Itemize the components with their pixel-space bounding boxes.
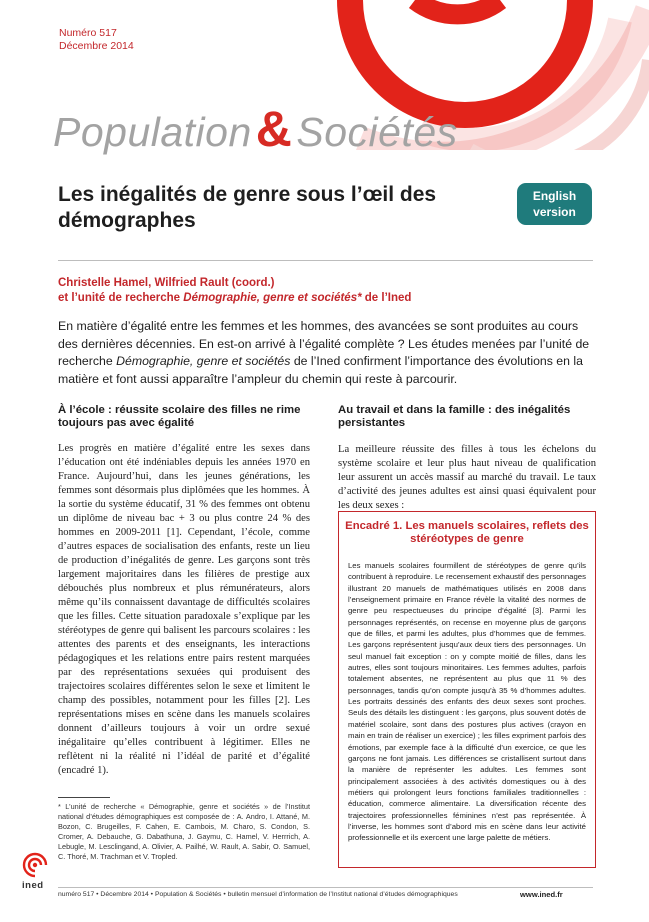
authors <box>58 276 618 306</box>
ined-logo-icon <box>22 852 48 878</box>
lead-part2: de l’Ined confirment l’importance des évolutions en la matière et font aussi apparaître l’ampleur du chemin qui reste à parcourir. <box>58 354 583 386</box>
lead-part1: En matière d’égalité entre les femmes et les hommes, des avancées se sont produites au cours des dernières décennies. En est-on arrivé à l’égalité complète ? Les études menées par l’unité de recherche <box>58 319 590 369</box>
section2-body: La meilleure réussite des filles à tous les échelons du système scolaire et leur plus haut niveau de qualification leur assurent un accès massif au marché du travail. Le taux d’activité des jeunes adultes est ainsi quasi équivalent pour les deux sexes : <box>338 444 596 511</box>
box-title: Encadré 1. Les manuels scolaires, reflets des stéréotypes de genre <box>345 520 589 545</box>
footnote-divider <box>58 797 110 798</box>
column-right <box>338 404 596 513</box>
section2-heading: Au travail et dans la famille : des inégalités persistantes <box>338 404 571 429</box>
english-version-button[interactable]: English version <box>517 183 592 225</box>
authors-line2 <box>58 291 618 306</box>
authors-unit-name: Démographie, genre et sociétés* <box>183 292 362 304</box>
sidebar-box <box>338 511 596 868</box>
authors-line2-pre: et l’unité de recherche <box>58 292 184 304</box>
authors-line1: Christelle Hamel, Wilfried Rault (coord.) <box>58 277 275 289</box>
footnote: * L’unité de recherche « Démographie, genre et sociétés » de l’Institut national d’études démographiques est composée de : A. Andro, I. Attané, M. Bozon, C. Brugeilles, F. Cahen, E. Cambois, M. Charo, S. Condon, S. Cromer, A. Debauche, G. Dabathuna, J. Gaymu, C. Hamel, V. Herrrich, A. Lebugle, M. Lesclingand, A. Olivier, A. Pailhé, W. Rault, A. Sabir, O. Samuel, C. Thoré, M. Trachman et V. Tropled. <box>58 802 310 861</box>
masthead-ampersand: & <box>255 101 293 157</box>
ined-logo-text: ined <box>22 880 44 891</box>
box-body: Les manuels scolaires fourmillent de stéréotypes de genre qu’ils contribuent à reproduire. Le recensement exhaustif des personnages illustrant 20 manuels de mathématiques utilisés en 2008 dans l’enseignement primaire en France révèle la vitalité des normes de genre peu respectueuses du principe d’égalité [3]. Parmi les personnages représentés, on recense en moyenne plus de garçons que de filles, et parmi les adultes, plus d’hommes que de femmes. Les garçons représentent jusqu’aux deux tiers des personnages. Un seul manuel fait exception : on y compte moitié de filles, dans les autres, elles sont toujours minoritaires. Les femmes adultes, parfois totalement absentes, ne représentent au plus que 11 % des personnages, tandis qu’on compte jusqu’à 35 % d’hommes adultes. Les portraits dessinés des enfants des deux sexes sont proches. Seuls des détails les distinguent : les garçons, plus souvent dotés de matériel scolaire, sont dans des postures plus actives (crayon en main en train de réaliser un exercice) ; les filles expriment parfois des émotions, par exemple face à la difficulté d’un exercice, ce que les garçons ne font jamais. Les différences se cristallisent surtout dans la manière de représenter les adultes. Les femmes sont principalement associées à des activités domestiques ou à des métiers qui prolongent leurs fonctions familiales traditionnelles : éducation, commerce alimentaire. La diversification récente des trajectoires professionnelles féminines n’est pas représentée. À l’inverse, les hommes sont d’abord mis en scène dans leur activité professionnelle et ils exercent une large palette de métiers. <box>348 561 586 843</box>
masthead-part1: Population <box>53 109 252 155</box>
column-left <box>58 404 310 778</box>
issue-info <box>59 27 134 53</box>
title-divider <box>58 260 593 261</box>
footer-url-link[interactable]: www.ined.fr <box>520 890 563 899</box>
masthead-part2: Sociétés <box>296 109 458 155</box>
lead-paragraph <box>58 318 596 388</box>
section1-body: Les progrès en matière d’égalité entre les sexes dans l’éducation ont été indéniables depuis les années 1970 en France. Aujourd’hui, dans les jeunes générations, les femmes sont désormais plus diplômées que les hommes. À la sortie du système éducatif, 31 % des femmes ont obtenu un diplôme de niveau bac + 3 ou plus contre 24 % des hommes en 2009-2011 [1]. Cependant, l’école, comme d’autres espaces de socialisation des enfants, reste un lieu de production d’inégalités de genre. Les garçons sont très largement majoritaires dans les filières de prestige aux débouchés plus nombreux et plus rémunérateurs, alors même qu’ils connaissent davantage de difficultés scolaires que les filles. Cette situation paradoxale s’explique par les stéréotypes de genre qui balisent les parcours scolaires : les attentes des parents et des enseignants, les interactions pédagogiques et les relations entre pairs restent marquées par des représentations sexuées qui produisent des trajectoires scolaires différentes selon le sexe et limitent le champ des possibles, notamment pour les filles [2]. Les représentations mises en scène dans les manuels scolaires donnent d’ailleurs toujours à voir un ordre sexué inégalitaire qu’elles contribuent à légitimer. Elles ne reflètent ni la réalité ni l’idéal de parité et d’égalité (encadré 1). <box>58 443 310 776</box>
footer-text: numéro 517 • Décembre 2014 • Population & Sociétés • bulletin mensuel d’information de l’Institut national d’études démographiques <box>58 891 458 898</box>
footer-divider <box>58 887 593 888</box>
authors-line2-post: de l’Ined <box>361 292 412 304</box>
article-title: Les inégalités de genre sous l’œil des démographes <box>58 183 437 232</box>
lead-italic: Démographie, genre et sociétés <box>116 354 291 369</box>
section1-heading: À l’école : réussite scolaire des filles ne rime toujours pas avec égalité <box>58 404 301 429</box>
issue-date: Décembre 2014 <box>59 40 134 52</box>
masthead <box>53 100 458 158</box>
issue-number: Numéro 517 <box>59 27 117 39</box>
